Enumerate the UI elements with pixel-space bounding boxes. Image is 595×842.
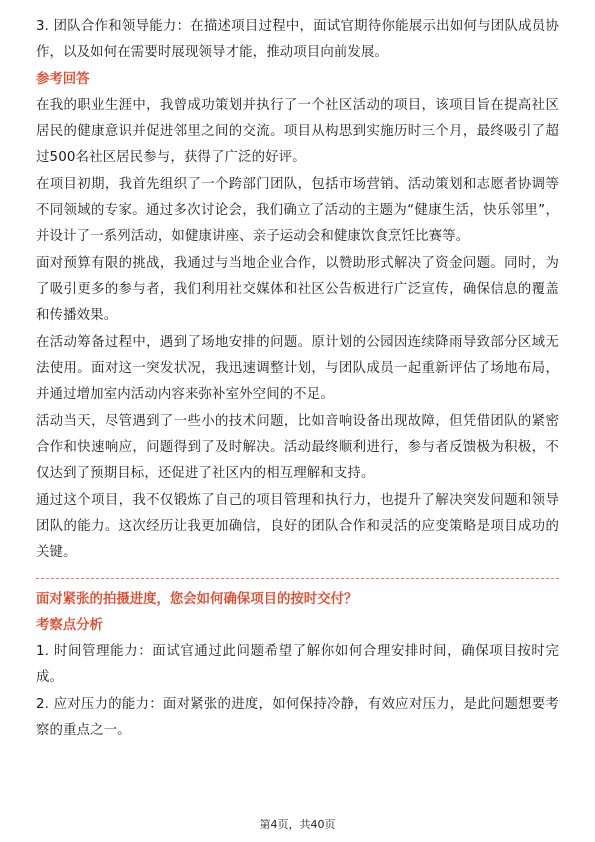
evaluation-point-3: 3. 团队合作和领导能力：在描述项目过程中，面试官期待你能展示出如何与团队成员协作，以及如何在需要时展现领导才能，推动项目向前发展。 <box>36 19 559 60</box>
answer-paragraph: 在我的职业生涯中，我曾成功策划并执行了一个社区活动的项目，该项目旨在提高社区居民的健康意识并促进邻里之间的交流。项目从构思到实施历时三个月，最终吸引了超过500名社区居民参与，获得了广泛的好评。 <box>36 98 559 165</box>
interview-question: 面对紧张的拍摄进度，您会如何确保项目的按时交付？ <box>36 592 358 607</box>
answer-paragraph: 活动当天，尽管遇到了一些小的技术问题，比如音响设备出现故障，但凭借团队的紧密合作和快速响应，问题得到了及时解决。活动最终顺利进行，参与者反馈极为积极，不仅达到了预期目标，还促进了社区内的相互理解和支持。 <box>36 414 559 481</box>
section-divider <box>36 578 559 579</box>
answer-paragraph: 在项目初期，我首先组织了一个跨部门团队，包括市场营销、活动策划和志愿者协调等不同领域的专家。通过多次讨论会，我们确立了活动的主题为“健康生活，快乐邻里”，并设计了一系列活动，如健康讲座、亲子运动会和健康饮食烹饪比赛等。 <box>36 177 559 244</box>
page-footer: 第4页，共40页 <box>259 818 336 831</box>
answer-paragraph: 在活动筹备过程中，遇到了场地安排的问题。原计划的公园因连续降雨导致部分区域无法使用。面对这一突发状况，我迅速调整计划，与团队成员一起重新评估了场地布局，并通过增加室内活动内容来弥补室外空间的不足。 <box>36 335 559 402</box>
answer-paragraph: 面对预算有限的挑战，我通过与当地企业合作，以赞助形式解决了资金问题。同时，为了吸引更多的参与者，我们利用社交媒体和社区公告板进行广泛宣传，确保信息的覆盖和传播效果。 <box>36 256 559 323</box>
answer-paragraph: 通过这个项目，我不仅锻炼了自己的项目管理和执行力，也提升了解决突发问题和领导团队的能力。这次经历让我更加确信，良好的团队合作和灵活的应变策略是项目成功的关键。 <box>36 493 559 560</box>
analysis-item: 1. 时间管理能力：面试官通过此问题希望了解你如何合理安排时间，确保项目按时完成。 <box>36 644 559 685</box>
answer-heading: 参考回答 <box>36 72 90 87</box>
analysis-heading: 考察点分析 <box>36 618 103 633</box>
document-page <box>36 14 559 745</box>
analysis-item: 2. 应对压力的能力：面对紧张的进度，如何保持冷静，有效应对压力，是此问题想要考察的重点之一。 <box>36 697 559 738</box>
